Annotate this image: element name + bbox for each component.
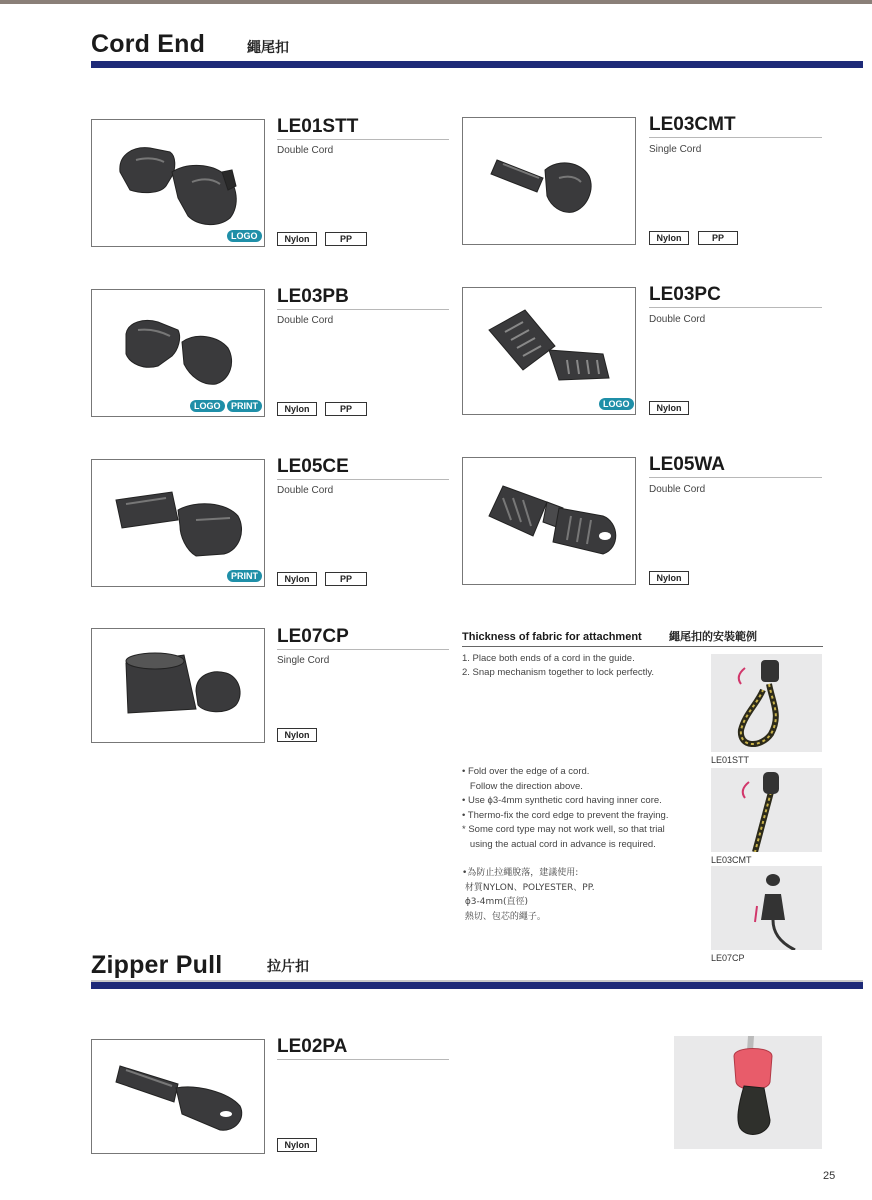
material-tag-nylon: Nylon — [277, 1138, 317, 1152]
attachment-photo-le03cmt — [711, 768, 822, 852]
cord-end-double-icon — [92, 460, 264, 586]
product-image-le03pb — [91, 289, 265, 417]
note-cn-line: 熱切、包芯的繩子。 — [462, 911, 546, 922]
page-number: 25 — [823, 1170, 836, 1182]
section-title-cord-end-cn: 繩尾扣 — [247, 40, 289, 56]
attachment-photo-le01stt — [711, 654, 822, 752]
cord-end-ribbed-icon — [463, 288, 635, 414]
product-desc: Single Cord — [649, 144, 702, 155]
zipper-pull-icon — [92, 1040, 264, 1153]
note-line: • Thermo-fix the cord edge to prevent the fraying. — [462, 809, 669, 821]
product-model-le03pb: LE03PB — [277, 286, 349, 307]
material-tag-nylon: Nylon — [277, 232, 317, 246]
zipper-slider-icon — [674, 1036, 822, 1149]
note-line: Follow the direction above. — [462, 780, 583, 792]
material-tag-pp: PP — [325, 572, 367, 586]
product-model-le01stt: LE01STT — [277, 116, 359, 137]
note-cn-line: 材質NYLON、POLYESTER、PP. — [462, 882, 595, 893]
cord-end-wide-icon — [463, 458, 635, 584]
product-image-le07cp — [91, 628, 265, 743]
product-rule — [277, 1059, 449, 1060]
badge-logo: LOGO — [599, 398, 634, 410]
material-tag-pp: PP — [325, 402, 367, 416]
product-model-le07cp: LE07CP — [277, 626, 349, 647]
material-tag-nylon: Nylon — [649, 401, 689, 415]
product-desc: Double Cord — [649, 314, 706, 325]
product-model-le02pa: LE02PA — [277, 1036, 348, 1057]
cord-cap-icon — [711, 866, 822, 950]
section-divider-bar — [91, 61, 863, 68]
step-1: 1. Place both ends of a cord in the guide. — [462, 653, 635, 664]
step-2: 2. Snap mechanism together to lock perfectly. — [462, 667, 655, 678]
product-rule — [277, 139, 449, 140]
product-image-le05ce — [91, 459, 265, 587]
badge-print: PRINT — [227, 570, 262, 582]
product-image-le01stt — [91, 119, 265, 247]
attachment-photo-le07cp — [711, 866, 822, 950]
product-desc: Double Cord — [277, 145, 334, 156]
material-tag-pp: PP — [698, 231, 738, 245]
product-model-le05ce: LE05CE — [277, 456, 349, 477]
product-rule — [649, 307, 822, 308]
product-image-le02pa — [91, 1039, 265, 1154]
note-cn-line: •為防止拉繩脫落，建議使用: — [462, 868, 579, 878]
caption-le07cp: LE07CP — [711, 953, 745, 963]
product-image-le05wa — [462, 457, 636, 585]
product-image-le03pc — [462, 287, 636, 415]
badge-logo: LOGO — [227, 230, 262, 242]
badge-logo: LOGO — [190, 400, 225, 412]
product-rule — [277, 309, 449, 310]
caption-le03cmt: LE03CMT — [711, 855, 752, 865]
section-title-zipper-pull-cn: 拉片扣 — [267, 959, 309, 975]
notes-block — [462, 765, 668, 852]
material-tag-pp: PP — [325, 232, 367, 246]
badge-print: PRINT — [227, 400, 262, 412]
cord-end-double-icon — [92, 120, 264, 246]
section-title-cord-end: Cord End — [91, 30, 206, 58]
note-line: * Some cord type may not work well, so that trial — [462, 824, 665, 835]
product-image-le03cmt — [462, 117, 636, 245]
cord-end-single-icon — [463, 118, 635, 244]
product-rule — [277, 649, 449, 650]
product-rule — [277, 479, 449, 480]
cord-single-icon — [711, 768, 822, 852]
product-model-le05wa: LE05WA — [649, 454, 726, 475]
product-rule — [649, 477, 822, 478]
material-tag-nylon: Nylon — [277, 728, 317, 742]
material-tag-nylon: Nylon — [277, 402, 317, 416]
top-border — [0, 0, 872, 4]
cord-end-double-icon — [92, 290, 264, 416]
note-line: • Use ϕ3-4mm synthetic cord having inner core. — [462, 795, 662, 806]
material-tag-nylon: Nylon — [649, 231, 689, 245]
notes-cn-block — [462, 866, 595, 924]
note-cn-line: ϕ3-4mm(直徑) — [462, 897, 529, 907]
material-tag-nylon: Nylon — [277, 572, 317, 586]
thickness-title-cn: 繩尾扣的安裝範例 — [669, 630, 757, 643]
product-model-le03cmt: LE03CMT — [649, 114, 736, 135]
cord-loop-icon — [711, 654, 822, 752]
section-title-zipper-pull: Zipper Pull — [91, 951, 223, 979]
note-line: using the actual cord in advance is required. — [462, 838, 656, 850]
product-desc: Double Cord — [649, 484, 706, 495]
product-rule — [649, 137, 822, 138]
thickness-title: Thickness of fabric for attachment — [462, 631, 642, 643]
section-divider-bar — [91, 982, 863, 989]
material-tag-nylon: Nylon — [649, 571, 689, 585]
thickness-rule — [462, 646, 823, 647]
note-line: • Fold over the edge of a cord. — [462, 766, 590, 777]
product-model-le03pc: LE03PC — [649, 284, 721, 305]
cord-end-cap-icon — [92, 629, 264, 742]
product-desc: Double Cord — [277, 485, 334, 496]
product-desc: Single Cord — [277, 655, 330, 666]
product-desc: Double Cord — [277, 315, 334, 326]
zipper-pull-photo — [674, 1036, 822, 1149]
caption-le01stt: LE01STT — [711, 755, 750, 765]
